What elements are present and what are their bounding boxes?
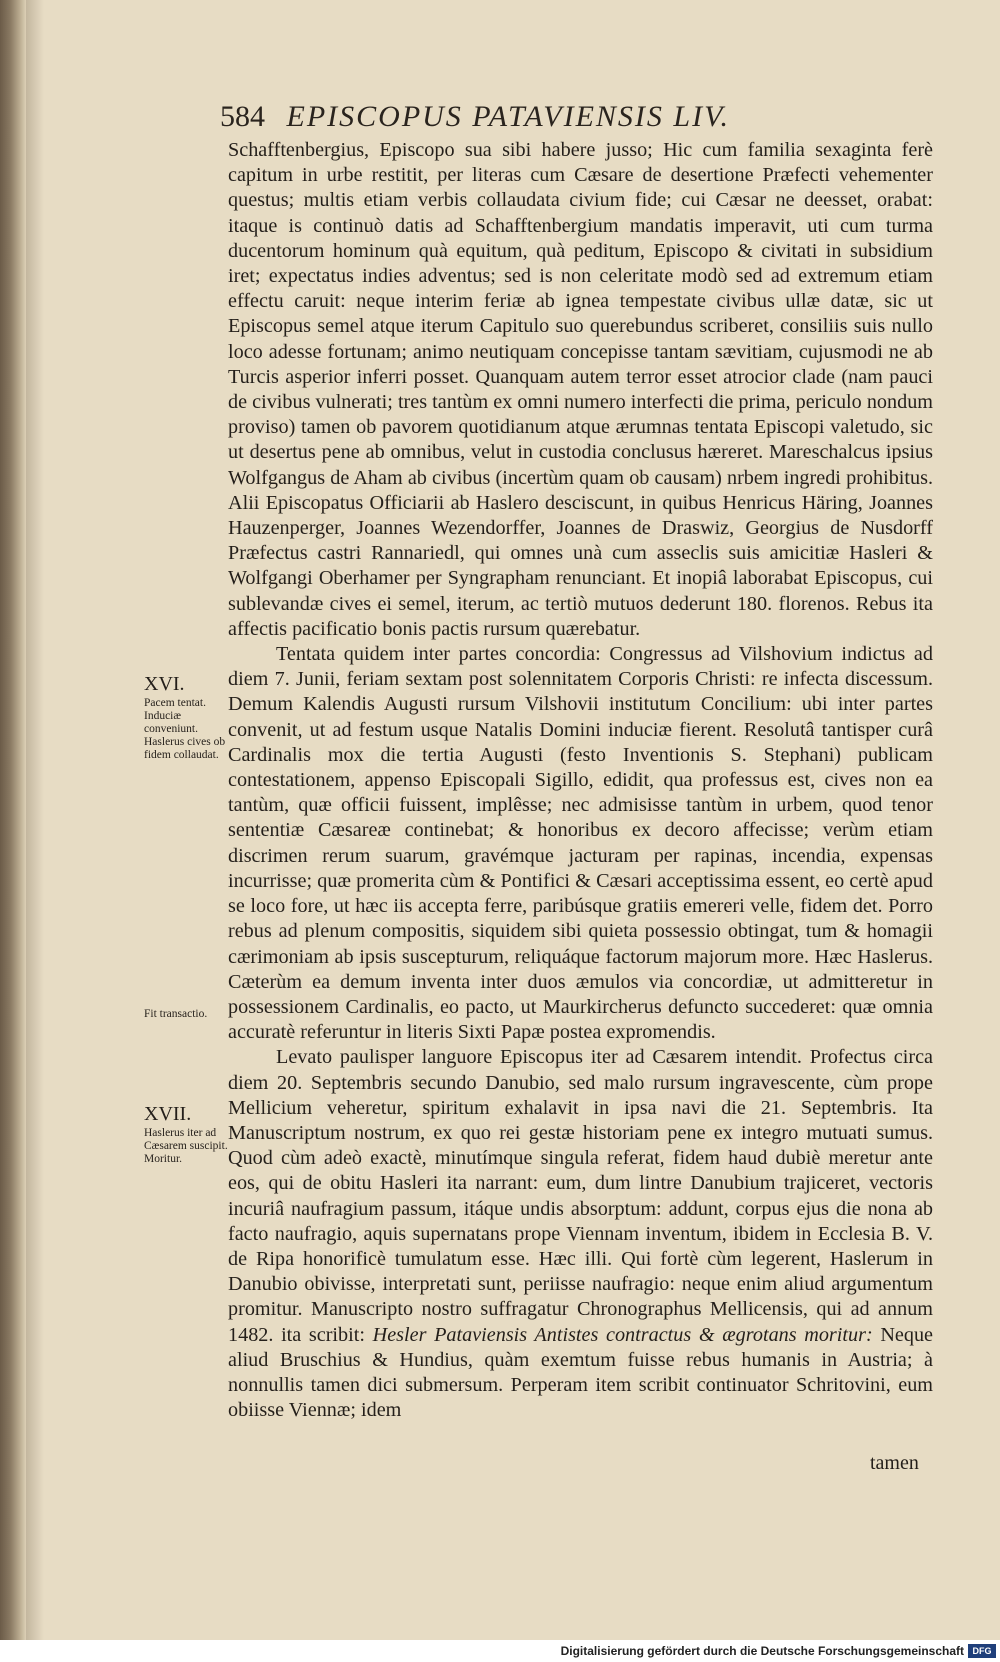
paragraph-xvii-tail: Neque aliud Bruschius & Hundius, quàm exemtum fuisse rebus humanis in Austria; à nonnullis tamen dici submersum. Perperam item scribit continuator Schritovini, eum obiisse Viennæ; idem bbox=[228, 1323, 934, 1422]
margin-note-transactio: Fit transactio. bbox=[144, 1008, 208, 1020]
margin-note: Haslerus iter ad Cæsarem suscipit. bbox=[144, 1127, 228, 1152]
paragraph-xvii bbox=[228, 1045, 933, 1423]
book-spine bbox=[0, 0, 26, 1640]
dfg-logo: DFG bbox=[968, 1644, 996, 1658]
chronicle-quote: Hesler Pataviensis Antistes contractus & ægrotans moritur: bbox=[372, 1323, 873, 1346]
paragraph-xvii-text: Levato paulisper languore Episcopus iter ad Cæsarem intendit. Profectus circa diem 20. Septembris secundo Danubio, sed malo rursum ingravescente, cùm prope Mellicium veheretur, spiritum exhalavit in ipsa navi die 21. Septembris. Ita Manuscriptum nostrum, ex quo rei gestæ historiam pene ex integro mutuati sumus. Quod cùm adeò exactè, minutímque singula referat, fidem haud dubiè meretur ante eos, qui de obitu Hasleri ita narrant: eum, dum lintre Danubium trajiceret, vectoris incuriâ naufragium passum, itáque undis absorptum: addunt, corpus ejus die nona ab facto naufragio, aquis supernatans prope Viennam inventum, ibidem in Ecclesia B. V. de Ripa honorificè tumulatum esse. Hæc illi. Qui fortè cùm legerent, Haslerum in Danubio obivisse, interpretati sunt, periisse naufragio: neque enim aliud argumentum promitur. Manuscripto nostro suffragatur Chronographus Mellicensis, qui ad annum 1482. ita scribit: bbox=[228, 1046, 933, 1346]
page-number: 584 bbox=[220, 100, 265, 133]
margin-block-xvi bbox=[144, 673, 228, 762]
running-title: EPISCOPUS PATAVIENSIS LIV. bbox=[286, 100, 731, 133]
paragraph-1: Schafftenbergius, Episcopo sua sibi habere jusso; Hic cum familia sexaginta ferè capitum in urbe restitit, per literas cum Cæsare de desertione Præfecti vehementer questus; multis etiam verbis collaudata civium fide; cui Cæsar ne deesset, orabat: itaque is continuò datis ad Schafftenbergium mandatis imperavit, uti cum turma ducentorum hominum quà equitum, quà peditum, Episcopo & civitati in subsidium iret; expectatus indies adventus; sed is non celeritate modò sed ad extremum etiam effectu caruit: neque interim feriæ ab ignea tempestate civibus ullæ datæ, sic ut Episcopus semel atque iterum Capitulo suo querebundus scriberet, consiliis suis nullo loco adesse fortunam; animo neutiquam concepisse tantam sævitiam, cujusmodi ne ab Turcis asperior inferri posset. Quanquam autem terror esset atrocior clade (nam pauci de civibus vulnerati; tres tantùm ex omni numero interfecti die prima, periculo nondum proviso) tamen ob pavorem quotidianum atque ærumnas tentata Episcopi valetudo, sic ut desertus pene ab omnibus, velut in custodia conclusus hæreret. Mareschalcus ipsius Wolfgangus de Aham ab civibus (incertùm quam ob causam) nrbem ingredi prohibitus. Alii Episcopatus Officiarii ab Haslero desciscunt, in quibus Henricus Häring, Joannes Hauzenperger, Joannes Wezendorffer, Joannes de Draswiz, Georgius de Nusdorff Præfectus castri Rannariedl, qui omnes unà cum asseclis suis amicitiæ Hasleri & Wolfgangi Oberhamer per Syngrapham renunciant. Et inopiâ laborabat Episcopus, cui sublevandæ cives ei semel, iterum, ac tertiò mutuos dederunt 180. florenos. Rebus ita affectis pacificatio bonis pactis rursum quærebatur. bbox=[228, 139, 933, 640]
footer-credit: Digitalisierung gefördert durch die Deutsche Forschungsgemeinschaft bbox=[560, 1644, 964, 1658]
paragraph-xvi: Tentata quidem inter partes concordia: Congressus ad Vilshovium indictus ad diem 7. Junii, feriam sextam post solennitatem Corporis Christi: re infecta discessum. Demum Kalendis Augusti rursum Vilshovii institutum Concilium: ubi inter partes convenit, ut ad festum usque Natalis Domini induciæ fierent. Resolutâ tantisper curâ Cardinalis mox die tertia Augusti (festo Inventionis S. Stephani) publicam contestationem, appenso Episcopali Sigillo, edidit, qua professus est, cives non ea tantùm, quæ officii fuissent, implêsse; nec admisisse tantùm in urbem, quod tenor sententiæ Cæsareæ continebat; & honoribus ex decoro affecisse; verùm etiam discrimen rerum suarum, gravémque jacturam per rapinas, incendia, expensas incurrisse; quæ promerita cùm & Pontifici & Cæsari acceptissima essent, eo certè apud se loco fore, ut hæc iis accepta ferre, paribúsque gratiis emereri velle, fidem det. Porro rebus ad plenum compositis, siquidem sibi quieta possessio obtingat, tum & homagii cærimoniam ab ipsis suscepturum, reliquáque factorum majorum more. Hæc Haslerus. Cæterùm ea demum inventa inter duos æmulos via concordiæ, ut admitteretur in possessionem Cardinalis, eo pacto, ut Maurkircherus defuncto succederet: quæ omnia accuratè referuntur in literis Sixti Papæ postea expromendis. bbox=[228, 643, 933, 1044]
main-text bbox=[228, 138, 933, 1423]
margin-note: Moritur. bbox=[144, 1153, 183, 1165]
page-header bbox=[220, 100, 820, 134]
margin-note: Pacem tentat. bbox=[144, 697, 206, 709]
section-number-xvi: XVI. bbox=[144, 673, 185, 695]
catchword: tamen bbox=[870, 1452, 919, 1474]
margin-note: Induciæ conveniunt. bbox=[144, 710, 198, 735]
margin-note: Haslerus cives ob fidem collaudat. bbox=[144, 736, 226, 761]
gutter-shadow bbox=[26, 0, 44, 1640]
section-number-xvii: XVII. bbox=[144, 1103, 192, 1125]
footer-bar bbox=[0, 1640, 1000, 1662]
margin-block-xvii bbox=[144, 1103, 228, 1166]
